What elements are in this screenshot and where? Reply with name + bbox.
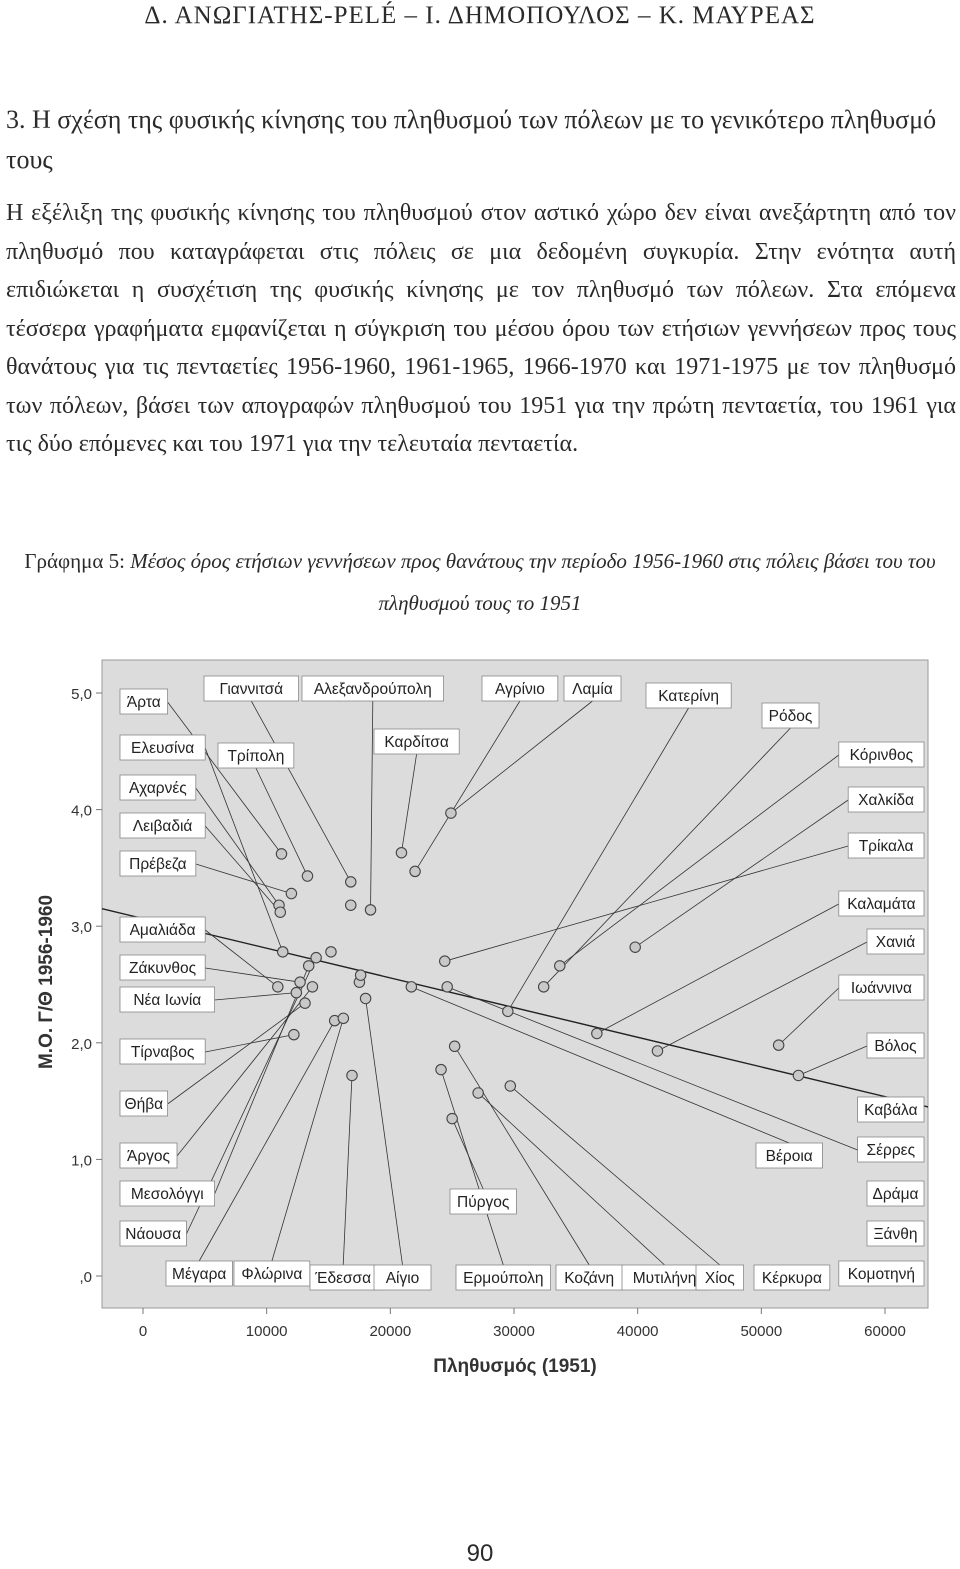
- callout-label: Ρόδος: [768, 708, 813, 725]
- data-point: [555, 961, 565, 971]
- callout-label: Ζάκυνθος: [129, 960, 197, 977]
- callout-label: Νάουσα: [125, 1226, 182, 1243]
- data-point: [446, 808, 456, 818]
- callout-label: Θήβα: [124, 1096, 164, 1113]
- callout-label: Αχαρνές: [129, 780, 187, 797]
- data-point: [538, 982, 548, 992]
- x-tick-label: 50000: [740, 1323, 783, 1340]
- scatter-chart: [0, 650, 960, 1390]
- data-point: [275, 907, 285, 917]
- y-tick-label: 4,0: [71, 802, 92, 820]
- callout-label: Μυτιλήνη: [632, 1270, 697, 1287]
- callout-label: Άργος: [126, 1148, 171, 1165]
- callout-label: Αγρίνιο: [494, 681, 545, 698]
- callout-label: Κατερίνη: [658, 688, 719, 705]
- callout-label: Λαμία: [572, 681, 613, 698]
- callout-label: Γιαννιτσά: [219, 681, 284, 698]
- callout-label: Πύργος: [457, 1194, 510, 1211]
- caption-text: Μέσος όρος ετήσιων γεννήσεων προς θανάτους την περίοδο 1956-1960 στις πόλεις βάσει του του πληθυσμού τους το 1951: [130, 549, 936, 615]
- data-point: [355, 970, 365, 980]
- y-tick-label: 5,0: [71, 686, 92, 703]
- data-point: [291, 987, 301, 997]
- y-tick-label: 1,0: [71, 1152, 92, 1170]
- y-tick-label: 2,0: [71, 1035, 92, 1053]
- data-point: [592, 1028, 602, 1038]
- data-point: [304, 961, 314, 971]
- x-axis-title: Πληθυσμός (1951): [433, 1356, 597, 1377]
- caption-lead: Γράφημα 5:: [24, 549, 131, 573]
- callout-label: Τρίκαλα: [858, 838, 914, 855]
- callout-label: Βέροια: [765, 1148, 813, 1165]
- callout-label: Νέα Ιωνία: [133, 992, 202, 1009]
- data-point: [406, 982, 416, 992]
- data-point: [436, 1064, 446, 1074]
- data-point: [338, 1013, 348, 1023]
- data-point: [396, 848, 406, 858]
- data-point: [346, 877, 356, 887]
- callout-label: Καρδίτσα: [384, 734, 449, 751]
- data-point: [505, 1081, 515, 1091]
- callout-label: Σέρρες: [866, 1142, 916, 1159]
- data-point: [793, 1070, 803, 1080]
- callout-label: Χανιά: [875, 934, 916, 951]
- callout-label: Ξάνθη: [873, 1226, 918, 1243]
- callout-label: Καβάλα: [864, 1102, 918, 1119]
- data-point: [410, 866, 420, 876]
- callout-label: Ερμούπολη: [463, 1270, 544, 1287]
- callout-label: Αλεξανδρούπολη: [313, 681, 432, 698]
- callout-label: Αίγιο: [385, 1270, 420, 1287]
- data-point: [652, 1046, 662, 1056]
- x-tick-label: 20000: [369, 1323, 412, 1340]
- data-point: [286, 888, 296, 898]
- callout-label: Κομοτηνή: [847, 1266, 916, 1283]
- y-tick-label: ,0: [79, 1269, 92, 1286]
- data-point: [289, 1029, 299, 1039]
- data-point: [278, 947, 288, 957]
- callout-label: Φλώρινα: [241, 1266, 303, 1283]
- callout-label: Πρέβεζα: [129, 856, 187, 873]
- callout-label: Τρίπολη: [227, 748, 285, 765]
- x-tick-label: 0: [138, 1323, 148, 1340]
- callout-label: Ιωάννινα: [850, 980, 912, 997]
- data-point: [630, 942, 640, 952]
- data-point: [302, 871, 312, 881]
- callout-label: Τίρναβος: [130, 1044, 195, 1061]
- callout-label: Λειβαδιά: [132, 818, 193, 835]
- data-point: [473, 1088, 483, 1098]
- callout-label: Χίος: [704, 1270, 735, 1287]
- x-tick-label: 10000: [245, 1323, 288, 1340]
- data-point: [311, 952, 321, 962]
- data-point: [360, 993, 370, 1003]
- y-axis-title: Μ.Ο. Γ/Θ 1956-1960: [36, 894, 57, 1070]
- callout-label: Άρτα: [126, 694, 161, 711]
- data-point: [326, 947, 336, 957]
- figure-caption: [0, 540, 960, 624]
- body-paragraph: Η εξέλιξη της φυσικής κίνησης του πληθυσμού στον αστικό χώρο δεν είναι ανεξάρτητη από τον πληθυσμό που καταγράφεται στις πόλεις σε μια δεδομένη συγκυρία. Στην ενότητα αυτή επιδιώκεται η συσχέτιση της φυσικής κίνησης με τον πληθυσμό των πόλεων. Στα επόμενα τέσσερα γραφήματα εμφανίζεται η σύγκριση του μέσου όρου των ετήσιων γεννήσεων προς τους θανάτους για τις πενταετίες 1956-1960, 1961-1965, 1966-1970 και 1971-1975 με τον πληθυσμό των πόλεων, βάσει των απογραφών πληθυσμού του 1951 για την πρώτη πενταετία, του 1961 για τις δύο επόμενες και του 1971 για την τελευταία πενταετία.: [6, 200, 956, 457]
- callout-label: Χαλκίδα: [858, 792, 915, 809]
- callout-label: Δράμα: [872, 1186, 919, 1203]
- callout-label: Αμαλιάδα: [129, 922, 196, 939]
- y-tick-label: 3,0: [71, 919, 92, 937]
- callout-label: Κοζάνη: [564, 1270, 615, 1287]
- callout-label: Μέγαρα: [172, 1266, 227, 1283]
- page-number: 90: [466, 1540, 494, 1567]
- data-point: [307, 982, 317, 992]
- data-point: [447, 1113, 457, 1123]
- x-tick-label: 60000: [864, 1323, 906, 1340]
- callout-label: Κέρκυρα: [761, 1270, 822, 1287]
- section-title: 3. Η σχέση της φυσικής κίνησης του πληθυσμού των πόλεων με το γενικότερο πληθυσμό τους: [6, 104, 937, 174]
- data-point: [300, 998, 310, 1008]
- data-point: [365, 905, 375, 915]
- callout-label: Βόλος: [874, 1038, 917, 1055]
- callout-label: Κόρινθος: [849, 747, 914, 764]
- x-tick-label: 30000: [493, 1323, 535, 1340]
- data-point: [273, 982, 283, 992]
- callout-label: Ελευσίνα: [130, 740, 195, 757]
- callout-label: Μεσολόγγι: [130, 1186, 204, 1203]
- data-point: [773, 1040, 783, 1050]
- callout-label: Καλαμάτα: [847, 896, 916, 913]
- data-point: [503, 1006, 513, 1016]
- data-point: [440, 956, 450, 966]
- data-point: [347, 1070, 357, 1080]
- data-point: [346, 900, 356, 910]
- callout-label: Έδεσσα: [315, 1270, 372, 1287]
- running-header: Δ. ΑΝΩΓΙΑΤΗΣ-PELÉ – Ι. ΔΗΜΟΠΟΥΛΟΣ – Κ. ΜΑΥΡΕΑΣ: [144, 2, 816, 29]
- data-point: [442, 982, 452, 992]
- data-point: [276, 849, 286, 859]
- x-tick-label: 40000: [616, 1323, 659, 1340]
- data-point: [295, 977, 305, 987]
- data-point: [449, 1041, 459, 1051]
